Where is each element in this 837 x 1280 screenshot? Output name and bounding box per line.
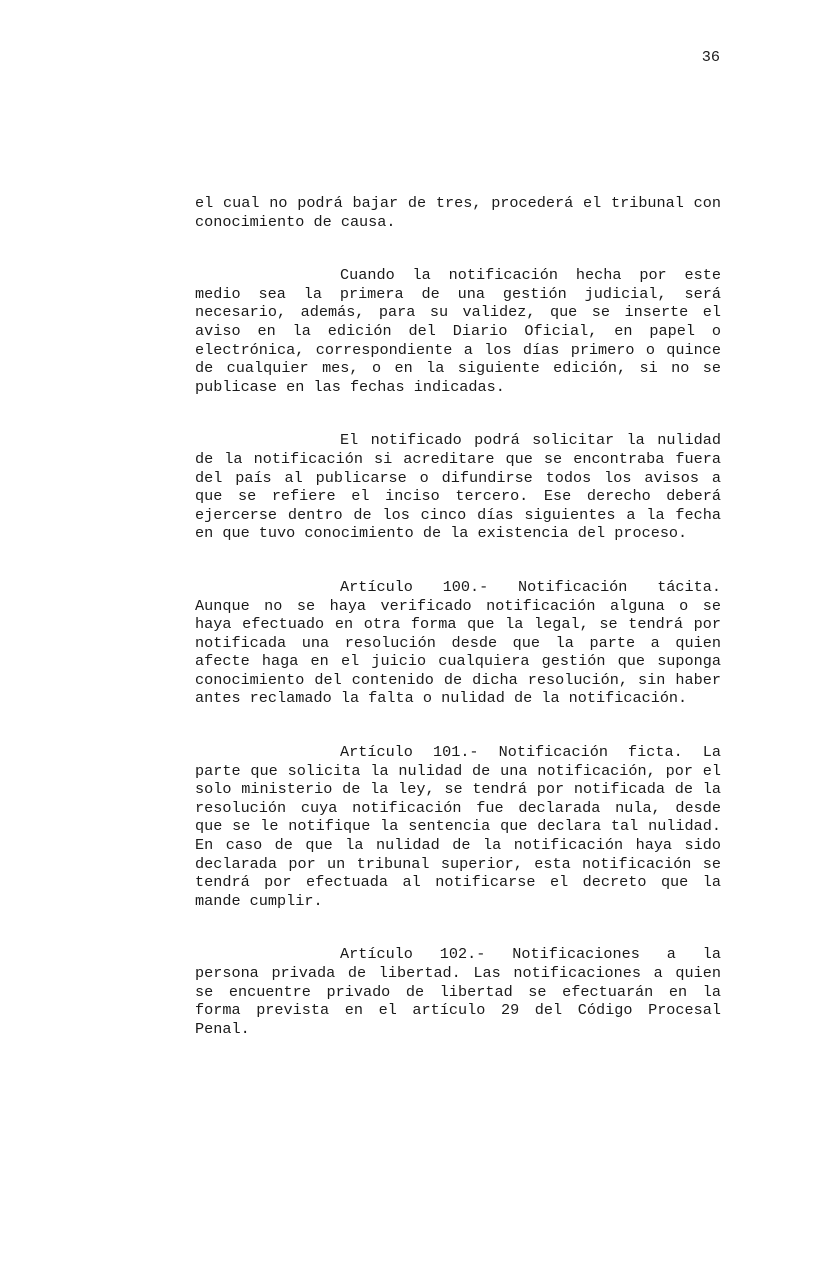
paragraph-continuation: el cual no podrá bajar de tres, procederá el tribunal con conocimiento de causa. [195,194,721,231]
paragraph-notification-diario-oficial: Cuando la notificación hecha por este medio sea la primera de una gestión judicial, será necesario, además, para su validez, que se inserte el aviso en la edición del Diario Oficial, en papel o electrónica, correspondiente a los días primero o quince de cualquier mes, o en la siguiente edición, si no se publicase en las fechas indicadas. [195,266,721,396]
paragraph-article-101: Artículo 101.- Notificación ficta. La parte que solicita la nulidad de una notificación, por el solo ministerio de la ley, se tendrá por notificada de la resolución cuya notificación fue declarada nula, desde que se le notifique la sentencia que declara tal nulidad. En caso de que la nulidad de la notificación haya sido declarada por un tribunal superior, esta notificación se tendrá por efectuada al notificarse el decreto que la mande cumplir. [195,743,721,910]
paragraph-article-102: Artículo 102.- Notificaciones a la persona privada de libertad. Las notificaciones a quien se encuentre privado de libertad se efectuarán en la forma prevista en el artículo 29 del Código Procesal Penal. [195,945,721,1038]
document-body [195,194,721,1038]
paragraph-nullity-request: El notificado podrá solicitar la nulidad de la notificación si acreditare que se encontraba fuera del país al publicarse o difundirse todos los avisos a que se refiere el inciso tercero. Ese derecho deberá ejercerse dentro de los cinco días siguientes a la fecha en que tuvo conocimiento de la existencia del proceso. [195,431,721,543]
paragraph-article-100: Artículo 100.- Notificación tácita. Aunque no se haya verificado notificación alguna o se haya efectuado en otra forma que la legal, se tendrá por notificada una resolución desde que la parte a quien afecte haga en el juicio cualquiera gestión que suponga conocimiento del contenido de dicha resolución, sin haber antes reclamado la falta o nulidad de la notificación. [195,577,721,708]
page-number: 36 [701,48,720,66]
